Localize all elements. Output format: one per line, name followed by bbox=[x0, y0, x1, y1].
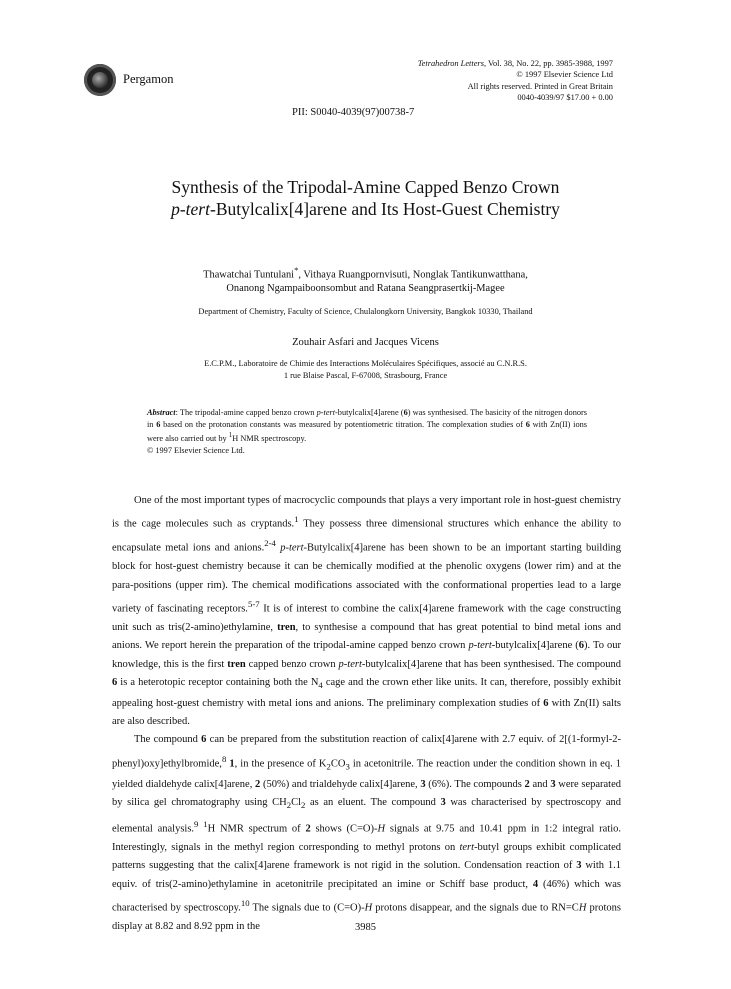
journal-issn: 0040-4039/97 $17.00 + 0.00 bbox=[517, 93, 613, 103]
pii: PII: S0040-4039(97)00738-7 bbox=[292, 107, 415, 118]
text-seg: p-tert bbox=[280, 542, 304, 554]
text-seg: -Butylcalix[4]arene has been shown to be an important starting building block for host-guest chemistry because it can be chemically modified at the phenolic oxygens (lower rim) and at the para-positions (upper rim). The chemical modifications associated with the conformational properties lead to a large variety of fascinating receptors. bbox=[112, 542, 622, 615]
text-seg: (6%). The compounds bbox=[425, 778, 525, 790]
compound-ref: 1 bbox=[229, 758, 235, 770]
text-seg: They possess three dimensional structures which enhance the ability to encapsulate metal ions and anions. bbox=[112, 518, 621, 554]
affiliation-1: Department of Chemistry, Faculty of Science, Chulalongkorn University, Bangkok 10330, Thailand bbox=[198, 307, 533, 316]
journal-details: , Vol. 38, No. 22, pp. 3985-3988, 1997 bbox=[483, 59, 613, 68]
citation: 2-4 bbox=[264, 538, 276, 549]
paragraph-1 bbox=[112, 492, 621, 731]
text-seg: H bbox=[364, 902, 373, 914]
abstract-seg: H NMR spectroscopy. bbox=[232, 433, 307, 443]
journal-info bbox=[293, 58, 613, 104]
journal-citation bbox=[293, 58, 613, 69]
text-seg: H NMR spectrum of bbox=[207, 823, 306, 835]
text-seg: tert bbox=[459, 841, 475, 853]
text-seg: capped benzo crown bbox=[245, 658, 339, 670]
text-seg: It is of interest to combine the calix[4]arene framework with the cage constructing unit such as tris(2-amino)ethylamine, bbox=[112, 603, 621, 633]
compound-ref: 3 bbox=[576, 860, 582, 872]
authors-line-3: Zouhair Asfari and Jacques Vicens bbox=[292, 337, 439, 348]
publisher-name: Pergamon bbox=[123, 72, 174, 86]
pergamon-logo-icon bbox=[84, 64, 116, 96]
subscript: 2 bbox=[326, 761, 331, 772]
title-line-1: Synthesis of the Tripodal-Amine Capped Benzo Crown bbox=[171, 177, 560, 197]
subscript: 4 bbox=[318, 680, 323, 691]
citation: 8 bbox=[221, 753, 227, 764]
abstract bbox=[147, 407, 587, 456]
text-seg: can be prepared from the substitution reaction of calix[4]arene with 2.7 equiv. of 2[(1-formyl-2-phenyl)oxy]ethylbromide, bbox=[112, 734, 621, 770]
abstract-label: Abstract bbox=[147, 408, 176, 417]
journal-name: Tetrahedron Letters bbox=[417, 59, 484, 68]
text-seg: H bbox=[377, 823, 386, 835]
text-seg: CO bbox=[330, 758, 346, 770]
abstract-seg: ) was synthesised. The basicity of the nitrogen donors in bbox=[147, 408, 587, 429]
text-seg: ). To our knowledge, this is the first bbox=[112, 640, 621, 670]
compound-ref: 2 bbox=[255, 778, 261, 790]
abstract-seg: based on the protonation constants was measured by potentiometric titration. The complexation studies of bbox=[160, 419, 526, 429]
compound-ref: 6 bbox=[543, 697, 549, 709]
affiliation-2-line-1: E.C.P.M., Laboratoire de Chimie des Interactions Moléculaires Spécifiques, associé au C.N.R.S. bbox=[204, 359, 527, 368]
text-seg: -butylcalix[4]arene ( bbox=[491, 640, 579, 652]
compound-ref: 6 bbox=[578, 640, 585, 652]
subscript: 2 bbox=[301, 800, 306, 811]
text-seg: as an eluent. The compound bbox=[305, 797, 441, 809]
abstract-seg: : The tripodal-amine capped benzo crown bbox=[175, 408, 317, 417]
compound-ref: 2 bbox=[305, 823, 311, 835]
compound-ref: 6 bbox=[403, 408, 408, 417]
authors-rest: , Vithaya Ruangpornvisuti, Nonglak Tantikunwatthana, bbox=[298, 269, 528, 281]
page-number: 3985 bbox=[355, 922, 376, 933]
text-seg: The compound bbox=[134, 734, 202, 746]
subscript: 2 bbox=[286, 800, 292, 811]
title-line-2 bbox=[120, 198, 611, 220]
text-seg: protons display at 8.82 and 8.92 ppm in the bbox=[112, 902, 621, 932]
abstract-seg: p-tert bbox=[316, 408, 336, 417]
superscript: 1 bbox=[203, 818, 208, 829]
citation: 9 bbox=[194, 818, 199, 829]
text-seg: -butyl groups exhibit complicated patterns suggesting that the calix[4]arene framework is not rigid in the solution. Condensation reaction of bbox=[112, 841, 621, 872]
abstract-text bbox=[147, 407, 587, 445]
tren-term: tren bbox=[227, 658, 246, 670]
text-seg: protons disappear, and the signals due to RN=C bbox=[372, 902, 579, 914]
text-seg: with 1.1 equiv. of tris(2-amino)ethylamine in acetonitrile precipitated an imine or Schiff base product, bbox=[112, 860, 621, 890]
title-prefix: p-tert- bbox=[171, 199, 216, 219]
compound-ref: 3 bbox=[420, 778, 426, 790]
affiliation-2 bbox=[110, 358, 621, 381]
text-seg: with Zn(II) salts are also described. bbox=[112, 697, 621, 728]
compound-ref: 2 bbox=[524, 778, 530, 790]
text-seg: (50%) and trialdehyde calix[4]arene, bbox=[260, 778, 421, 790]
abstract-copyright: © 1997 Elsevier Science Ltd. bbox=[147, 445, 245, 455]
corresponding-mark: * bbox=[294, 265, 299, 275]
text-seg: Cl bbox=[291, 797, 302, 809]
text-seg: The signals due to (C=O)- bbox=[249, 902, 365, 914]
text-seg: and bbox=[529, 778, 551, 790]
compound-ref: 4 bbox=[532, 878, 539, 890]
authors-block bbox=[120, 264, 611, 295]
compound-ref: 6 bbox=[525, 419, 530, 429]
compound-ref: 6 bbox=[156, 419, 161, 429]
journal-rights: All rights reserved. Printed in Great Britain bbox=[467, 81, 613, 91]
paper-title bbox=[120, 176, 611, 220]
text-seg: One of the most important types of macrocyclic compounds that plays a very important role in host-guest chemistry is the cage molecules such as cryptands. bbox=[112, 495, 621, 530]
title-rest: Butylcalix[4]arene and Its Host-Guest Chemistry bbox=[215, 199, 560, 219]
text-seg: (46%) which was characterised by spectroscopy. bbox=[112, 878, 621, 914]
compound-ref: 3 bbox=[440, 797, 446, 809]
abstract-seg: with Zn(II) ions were also carried out by bbox=[147, 419, 588, 443]
tren-term: tren bbox=[277, 621, 296, 633]
text-seg: p-tert bbox=[338, 658, 362, 670]
compound-ref: 3 bbox=[550, 778, 556, 790]
text-seg: were separated by silica gel chromatography using CH bbox=[112, 778, 622, 809]
text-seg: shows (C=O)- bbox=[310, 823, 378, 835]
citation: 1 bbox=[294, 514, 299, 525]
text-seg: p-tert bbox=[468, 640, 492, 652]
text-seg: H bbox=[578, 902, 587, 914]
abstract-seg: -butylcalix[4]arene ( bbox=[335, 408, 404, 417]
authors-line-2: Onanong Ngampaiboonsombut and Ratana Seangprasertkij-Magee bbox=[226, 282, 505, 294]
text-seg: -butylcalix[4]arene that has been synthesised. The compound bbox=[361, 658, 621, 670]
text-seg: cage and the crown ether like units. It can, therefore, possibly exhibit appealing host-guest chemistry with metal ions and anions. The preliminary complexation studies of bbox=[112, 677, 622, 709]
text-seg: in acetonitrile. The reaction under the condition shown in eq. 1 yielded dialdehyde calix[4]arene, bbox=[112, 758, 621, 790]
citation: 5-7 bbox=[247, 599, 260, 610]
text-seg: , in the presence of K bbox=[234, 758, 327, 770]
subscript: 3 bbox=[345, 761, 350, 772]
affiliation-2-line-2: 1 rue Blaise Pascal, F-67008, Strasbourg, France bbox=[283, 370, 448, 380]
text-seg: signals at 9.75 and 10.41 ppm in 1:2 integral ratio. Interestingly, signals in the methyl region corresponding to methyl protons on bbox=[112, 823, 621, 853]
superscript: 1 bbox=[228, 432, 233, 440]
journal-copyright: © 1997 Elsevier Science Ltd bbox=[516, 70, 613, 80]
authors-line-1 bbox=[120, 264, 611, 282]
compound-ref: 6 bbox=[112, 677, 118, 689]
body-text bbox=[112, 492, 621, 936]
text-seg: , to synthesise a compound that has great potential to bind metal ions and anions. We report herein the preparation of the tripodal-amine capped benzo crown bbox=[112, 621, 621, 652]
text-seg: is a heterotopic receptor containing both the N bbox=[117, 677, 319, 689]
paragraph-2 bbox=[112, 731, 621, 936]
citation: 10 bbox=[240, 897, 250, 908]
compound-ref: 6 bbox=[201, 734, 207, 746]
author-corresponding: Thawatchai Tuntulani bbox=[203, 269, 295, 281]
text-seg: was characterised by spectroscopy and elemental analysis. bbox=[112, 797, 621, 835]
